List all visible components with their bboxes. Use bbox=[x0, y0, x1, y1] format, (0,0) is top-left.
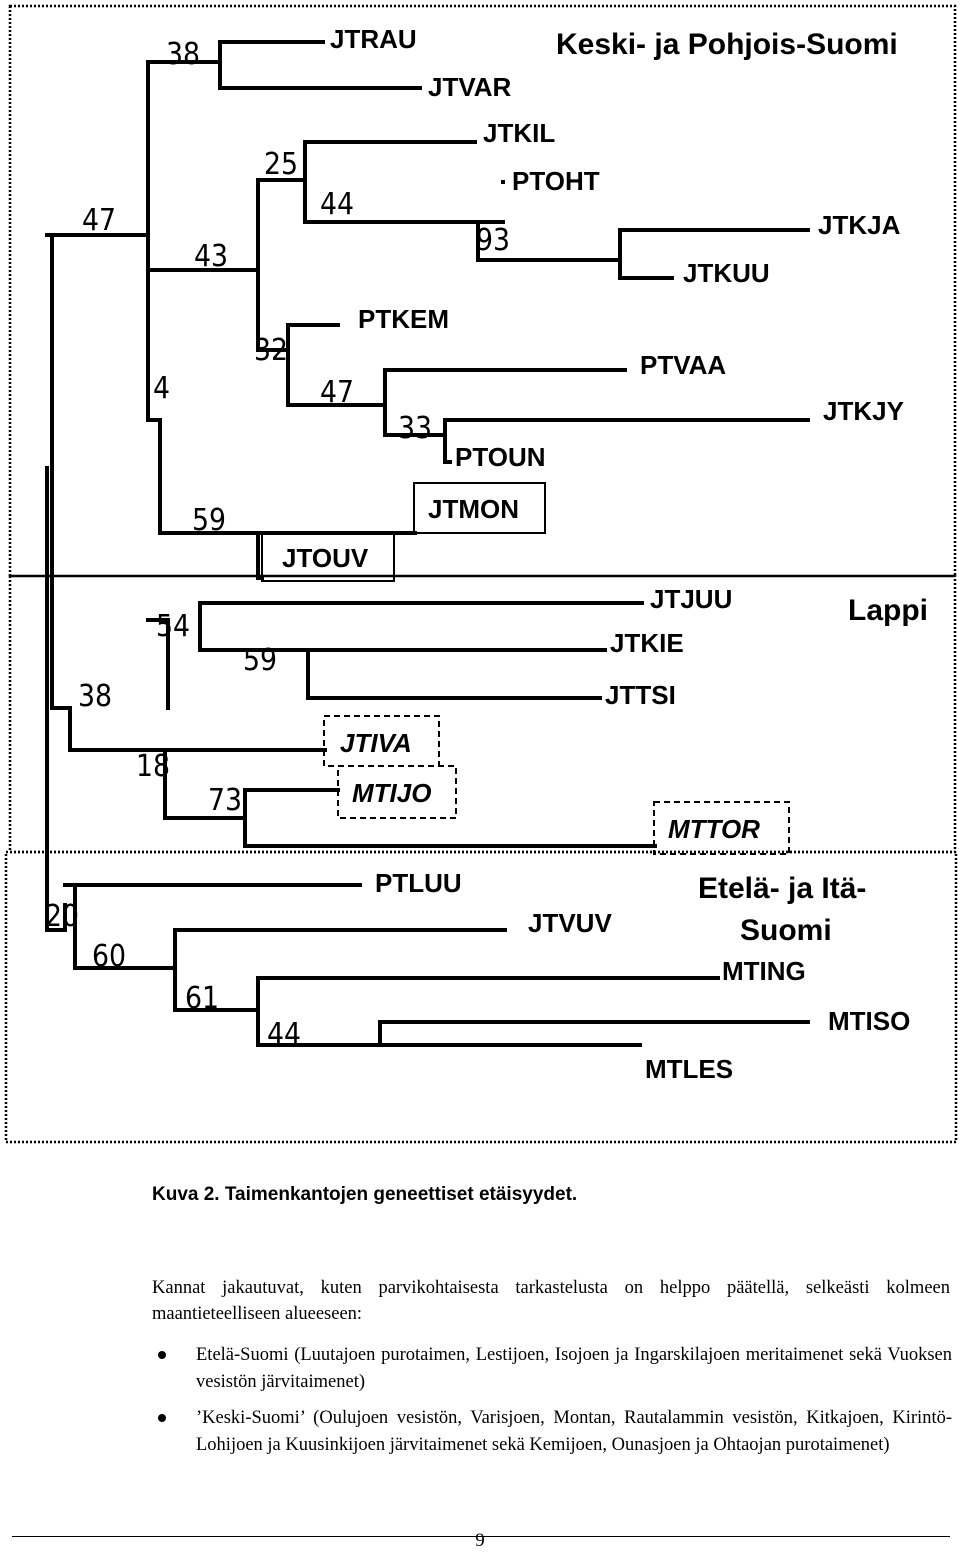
list-item-text: ’Keski-Suomi’ (Oulujoen vesistön, Varisjoen, Montan, Rautalammin vesistön, Kitkajoen, Kirintö-Lohijoen ja Kuusinkijoen järvitaimenet sekä Kemijoen, Ounasjoen ja Ohtaojan purotaimenet) bbox=[196, 1408, 952, 1455]
leaf-mtiso: MTISO bbox=[828, 1006, 911, 1036]
leaf-jttsi: JTTSI bbox=[605, 680, 676, 710]
leaf-jtmon: JTMON bbox=[428, 494, 519, 524]
bootstrap-value: 43 bbox=[194, 239, 228, 274]
region-lapland-title: Lappi bbox=[848, 594, 928, 627]
bootstrap-value: 32 bbox=[254, 333, 288, 368]
region-north-title: Keski- ja Pohjois-Suomi bbox=[556, 28, 898, 61]
leaf-jtiva: JTIVA bbox=[340, 728, 412, 758]
label-boxes bbox=[262, 483, 789, 854]
leaf-jtkjy: JTKJY bbox=[823, 396, 904, 426]
figure-caption: Kuva 2. Taimenkantojen geneettiset etäisyydet. bbox=[152, 1184, 578, 1205]
region-south-title-line1: Etelä- ja Itä- bbox=[698, 872, 867, 905]
region-south-title-line2: Suomi bbox=[740, 914, 832, 947]
bootstrap-value: 73 bbox=[208, 783, 242, 818]
intro-paragraph: Kannat jakautuvat, kuten parvikohtaisesta tarkastelusta on helppo päätellä, selkeästi kolmeen maantieteelliseen alueeseen: bbox=[152, 1278, 950, 1324]
leaf-ptkem: PTKEM bbox=[358, 304, 449, 334]
page-number: 9 bbox=[475, 1530, 485, 1551]
leaf-ptoun: PTOUN bbox=[455, 442, 546, 472]
region-list bbox=[152, 1342, 952, 1468]
bootstrap-value: 59 bbox=[192, 503, 226, 538]
leaf-mting: MTING bbox=[722, 956, 806, 986]
list-item bbox=[152, 1342, 952, 1395]
list-item-text: Etelä-Suomi (Luutajoen purotaimen, Lestijoen, Isojoen ja Ingarskilajoen meritaimenet sekä Vuoksen vesistön järvitaimenet) bbox=[196, 1345, 952, 1392]
leaf-ptluu: PTLUU bbox=[375, 868, 462, 898]
bootstrap-value: 38 bbox=[78, 679, 112, 714]
leaf-jtkja: JTKJA bbox=[818, 210, 901, 240]
leaf-ptvaa: PTVAA bbox=[640, 350, 727, 380]
leaf-mtijo: MTIJO bbox=[352, 778, 432, 808]
frame-lapland bbox=[10, 576, 955, 852]
leaf-mtles: MTLES bbox=[645, 1054, 734, 1084]
bootstrap-value: 44 bbox=[320, 187, 354, 222]
leaf-jtouv: JTOUV bbox=[282, 543, 369, 573]
bootstrap-value: 44 bbox=[267, 1017, 301, 1052]
leaf-jtvuv: JTVUV bbox=[528, 908, 612, 938]
leaf-ptoht: PTOHT bbox=[512, 166, 600, 196]
bullet-icon bbox=[158, 1414, 166, 1422]
list-item bbox=[152, 1405, 952, 1458]
bootstrap-value: 47 bbox=[320, 375, 354, 410]
bootstrap-value: 59 bbox=[243, 643, 277, 678]
bootstrap-value: 18 bbox=[136, 749, 170, 784]
leaf-jtkil: JTKIL bbox=[483, 118, 556, 148]
bootstrap-value: 4 bbox=[153, 371, 170, 406]
bootstrap-value: 38 bbox=[166, 37, 200, 72]
bootstrap-value: 47 bbox=[82, 203, 116, 238]
bootstrap-value: 60 bbox=[92, 939, 126, 974]
bootstrap-value: 25 bbox=[264, 147, 298, 182]
bootstrap-value: 93 bbox=[476, 223, 510, 258]
leaf-jtrau: JTRAU bbox=[330, 24, 417, 54]
bootstrap-value: 33 bbox=[398, 411, 432, 446]
bullet-icon bbox=[158, 1351, 166, 1359]
leaf-mttor: MTTOR bbox=[668, 814, 760, 844]
bootstrap-value: 54 bbox=[156, 609, 190, 644]
leaf-jtjuu: JTJUU bbox=[650, 584, 733, 614]
bootstrap-value: 61 bbox=[185, 981, 219, 1016]
leaf-jtvar: JTVAR bbox=[428, 72, 512, 102]
leaf-jtkie: JTKIE bbox=[610, 628, 684, 658]
leaf-jtkuu: JTKUU bbox=[683, 258, 770, 288]
bootstrap-value: 20 bbox=[45, 899, 79, 934]
